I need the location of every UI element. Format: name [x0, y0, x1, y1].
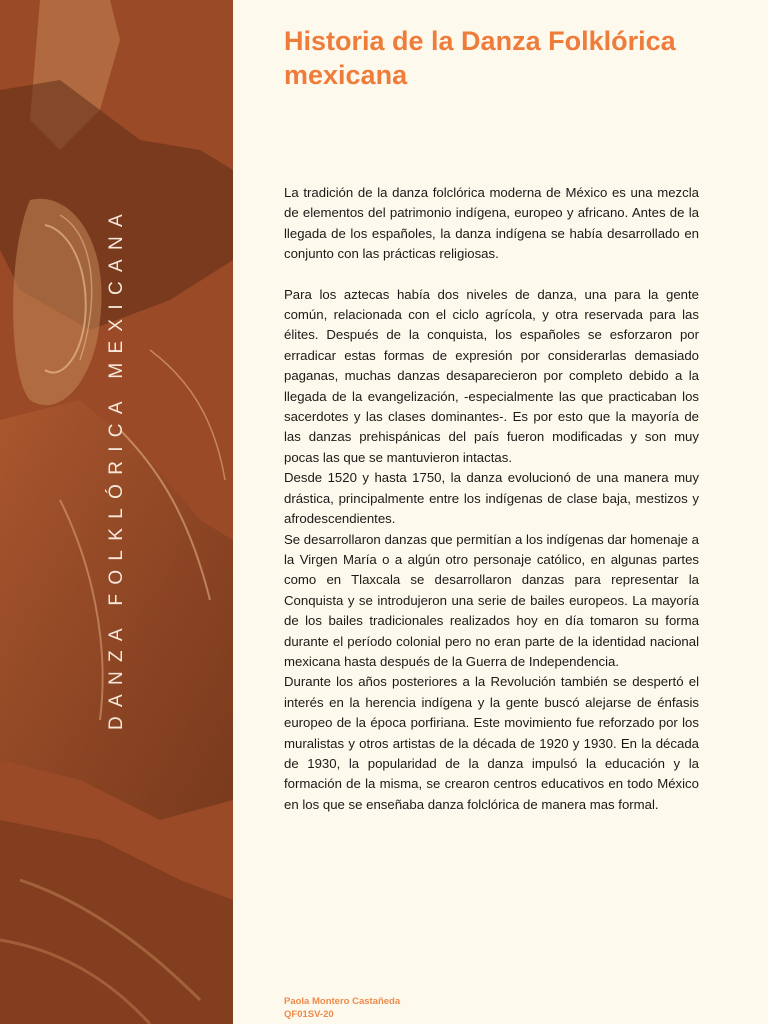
article-body [284, 183, 699, 815]
author-name: Paola Montero Castañeda [284, 996, 401, 1007]
footer [284, 995, 400, 1021]
document-code: QF01SV-20 [284, 1009, 334, 1020]
paragraph: La tradición de la danza folclórica moderna de México es una mezcla de elementos del patrimonio indígena, europeo y africano. Antes de la llegada de los españoles, la danza indígena se había desarrollado en conjunto con las prácticas religiosas. [284, 185, 699, 262]
page-title: Historia de la Danza Folklórica mexicana [284, 26, 676, 90]
paragraph: Para los aztecas había dos niveles de danza, una para la gente común, relacionada con el ciclo agrícola, y otra reservada para las élites. Después de la conquista, los españoles se esforzaron por erradicar estas formas de expresión por considerarlas demasiado paganas, muchas danzas desaparecieron por completo debido a la llegada de la evangelización, -especialmente las que practicaban los sacerdotes y las clases dominantes-. Es por esto que la mayoría de las danzas prehispánicas del país fueron modificadas y son muy pocas las que se mantuvieron intactas. [284, 286, 699, 465]
paragraph: Se desarrollaron danzas que permitían a los indígenas dar homenaje a la Virgen María o a algún otro personaje católico, en algunas partes como en Tlaxcala se desarrollaron danzas para representar la Conquista y se introdujeron una serie de bailes europeos. La mayoría de los bailes tradicionales realizados hoy en día tomaron su forma durante el período colonial pero no eran parte de la identidad nacional mexicana hasta después de la Guerra de Independencia. [284, 531, 699, 669]
paragraph: Desde 1520 y hasta 1750, la danza evolucionó de una manera muy drástica, principalmente entre los indígenas de clase baja, mestizos y afrodescendientes. [284, 470, 699, 527]
paragraph: Durante los años posteriores a la Revolución también se despertó el interés en la herencia indígena y la gente buscó alejarse de énfasis europeo de la época porfiriana. Este movimiento fue reforzado por los muralistas y otros artistas de la década de 1920 y 1930. En la década de 1930, la popularidad de la danza impulsó la educación y la formación de la misma, se crearon centros educativos en todo México en los que se enseñaba danza folclórica de manera mas formal. [284, 674, 699, 812]
vertical-section-title: DANZA FOLKLÓRICA MEXICANA [106, 205, 127, 730]
side-photo-panel [0, 0, 233, 1024]
